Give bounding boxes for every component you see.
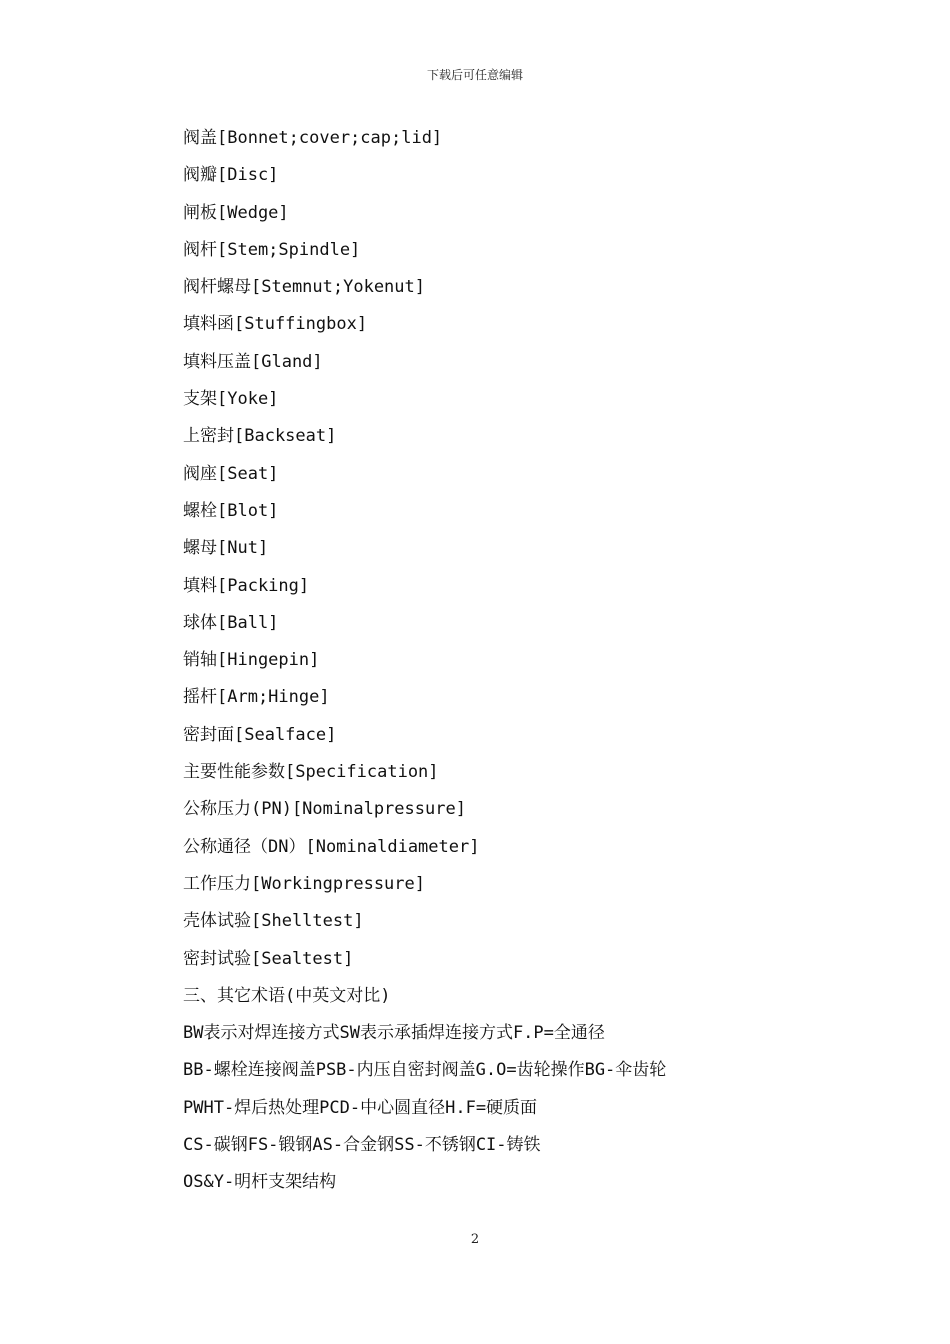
text-line: CS-碳钢FS-锻钢AS-合金钢SS-不锈钢CI-铸铁: [183, 1135, 541, 1156]
text-line: OS&Y-明杆支架结构: [183, 1172, 337, 1193]
text-line: 工作压力[Workingpressure]: [183, 873, 425, 894]
page-header: 下载后可任意编辑: [426, 68, 523, 82]
text-line: 填料压盖[Gland]: [183, 351, 323, 372]
text-line: 阀瓣[Disc]: [183, 165, 279, 186]
text-line: 球体[Ball]: [183, 612, 279, 633]
text-line: 销轴[Hingepin]: [183, 650, 320, 671]
text-line: 螺栓[Blot]: [183, 500, 279, 521]
text-line: 壳体试验[Shelltest]: [183, 911, 364, 932]
text-line: 支架[Yoke]: [183, 389, 279, 410]
text-line: 闸板[Wedge]: [183, 202, 289, 223]
text-line: 公称通径（DN）[Nominaldiameter]: [183, 836, 480, 857]
text-line: 填料函[Stuffingbox]: [183, 314, 368, 335]
text-line: 摇杆[Arm;Hinge]: [183, 687, 330, 708]
text-line: 公称压力(PN)[Nominalpressure]: [183, 799, 466, 820]
text-line: 填料[Packing]: [183, 575, 310, 596]
text-line: PWHT-焊后热处理PCD-中心圆直径H.F=硬质面: [183, 1097, 538, 1118]
text-line: 阀座[Seat]: [183, 463, 279, 484]
text-line: 密封面[Sealface]: [183, 724, 337, 745]
text-line: 阀盖[Bonnet;cover;cap;lid]: [183, 128, 443, 148]
text-line: BB-螺栓连接阀盖PSB-内压自密封阀盖G.O=齿轮操作BG-伞齿轮: [183, 1060, 667, 1081]
text-line: BW表示对焊连接方式SW表示承插焊连接方式F.P=全通径: [183, 1023, 605, 1044]
text-line: 密封试验[Sealtest]: [183, 948, 354, 969]
document-body: [183, 125, 803, 1207]
section-heading: 三、其它术语(中英文对比): [183, 985, 391, 1006]
text-line: 上密封[Backseat]: [183, 426, 337, 447]
text-line: 主要性能参数[Specification]: [183, 762, 439, 783]
page-number: 2: [470, 1232, 480, 1247]
text-line: 阀杆[Stem;Spindle]: [183, 239, 361, 260]
text-line: 螺母[Nut]: [183, 538, 269, 559]
text-line: 阀杆螺母[Stemnut;Yokenut]: [183, 277, 425, 298]
